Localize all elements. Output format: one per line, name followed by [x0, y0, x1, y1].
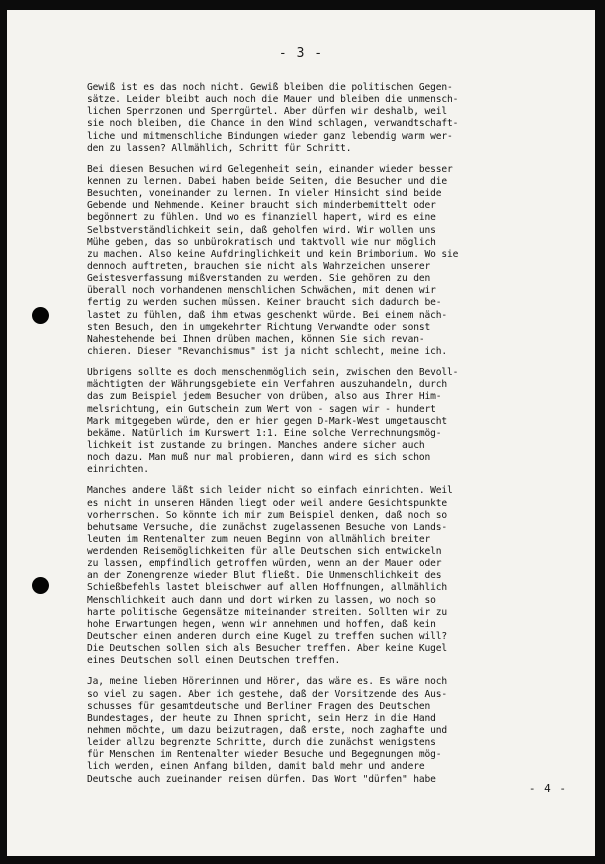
- text-line: leider allzu begrenzte Schritte, durch die zunächst wenigstens: [87, 737, 436, 749]
- text-line: behutsame Versuche, die zunächst zugelassenen Besuche von Lands-: [87, 521, 448, 533]
- text-line: überall noch vorhandenen menschlichen Schwächen, mit denen wir: [87, 285, 436, 297]
- text-line: an der Zonengrenze wieder Blut fließt. Die Unmenschlichkeit des: [87, 570, 442, 582]
- text-line: lastet zu fühlen, daß ihm etwas geschenkt würde. Bei einem näch-: [87, 309, 448, 321]
- text-line: leuten im Rentenalter zum neuen Beginn von allmählich breiter: [87, 533, 431, 545]
- punch-hole-upper: [32, 307, 49, 324]
- paragraph: [87, 164, 575, 358]
- text-line: einrichten.: [87, 464, 149, 476]
- text-line: liche und mitmenschliche Bindungen wieder ganz lebendig warm wer-: [87, 130, 453, 142]
- text-line: Bundestages, der heute zu Ihnen spricht, sein Herz in die Hand: [87, 712, 436, 724]
- text-line: Ja, meine lieben Hörerinnen und Hörer, das wäre es. Es wäre noch: [87, 676, 448, 688]
- text-line: Geistesverfassung mißverstanden zu werden. Sie gehören zu den: [87, 273, 431, 285]
- text-line: sätze. Leider bleibt auch noch die Mauer und bleiben die unmensch-: [87, 94, 459, 106]
- text-line: den zu lassen? Allmählich, Schritt für Schritt.: [87, 142, 352, 154]
- text-line: chieren. Dieser "Revanchismus" ist ja nicht schlecht, meine ich.: [87, 345, 448, 357]
- text-line: Nahestehende bei Ihnen drüben machen, können Sie sich revan-: [87, 333, 425, 345]
- text-line: fertig zu werden suchen müssen. Keiner braucht sich dadurch be-: [87, 297, 442, 309]
- text-line: zu lassen, empfindlich getroffen würden, wenn an der Mauer oder: [87, 558, 442, 570]
- text-line: sie noch bleiben, die Chance in den Wind schlagen, verwandtschaft-: [87, 118, 459, 130]
- text-line: werdenden Reisemöglichkeiten für alle Deutschen sich entwickeln: [87, 546, 442, 558]
- text-line: so viel zu sagen. Aber ich gestehe, daß der Vorsitzende des Aus-: [87, 688, 448, 700]
- text-line: Gewiß ist es das noch nicht. Gewiß bleiben die politischen Gegen-: [87, 82, 453, 93]
- text-line: harte politische Gegensätze miteinander streiten. Sollten wir zu: [87, 606, 448, 618]
- text-line: Die Deutschen sollen sich als Besucher treffen. Aber keine Kugel: [87, 643, 448, 655]
- text-line: begönnert zu fühlen. Und wo es finanziell hapert, wird es eine: [87, 212, 436, 224]
- text-line: hohe Erwartungen hegen, wenn wir annehmen und hoffen, daß kein: [87, 618, 436, 630]
- text-line: schusses für gesamtdeutsche und Berliner Fragen des Deutschen: [87, 700, 431, 712]
- text-line: lichen Sperrzonen und Sperrgürtel. Aber dürfen wir deshalb, weil: [87, 106, 448, 118]
- text-line: Bei diesen Besuchen wird Gelegenheit sein, einander wieder besser: [87, 163, 453, 175]
- document-body: [87, 82, 575, 795]
- punch-hole-lower: [32, 577, 49, 594]
- text-line: nehmen möchte, um dazu beizutragen, daß erste, noch zaghafte und: [87, 725, 448, 737]
- text-line: Übrigens sollte es doch menschenmöglich sein, zwischen den Bevoll-: [87, 367, 459, 379]
- text-line: für Menschen im Rentenalter wieder Besuche und Begegnungen mög-: [87, 749, 442, 761]
- document-page: [7, 10, 595, 856]
- paragraph: [87, 676, 575, 785]
- paragraph: [87, 367, 575, 476]
- paragraph: [87, 485, 575, 667]
- text-line: vorherrschen. So könnte ich mir zum Beispiel denken, daß noch so: [87, 509, 448, 521]
- text-line: melsrichtung, ein Gutschein zum Wert von - sagen wir - hundert: [87, 403, 436, 415]
- text-line: kennen zu lernen. Dabei haben beide Seiten, die Besucher und die: [87, 175, 448, 187]
- text-line: das zum Beispiel jedem Besucher von drüben, also aus Ihrer Him-: [87, 391, 442, 403]
- text-line: es nicht in unseren Händen liegt oder weil andere Gesichtspunkte: [87, 497, 448, 509]
- text-line: bekäme. Natürlich im Kurswert 1:1. Eine solche Verrechnungsmög-: [87, 427, 442, 439]
- text-line: Deutsche auch zueinander reisen dürfen. Das Wort "dürfen" habe: [87, 773, 436, 785]
- text-line: Mark mitgegeben würde, den er hier gegen D-Mark-West umgetauscht: [87, 415, 448, 427]
- text-line: lichkeit ist zustande zu bringen. Manches andere sicher auch: [87, 439, 425, 451]
- text-line: Manches andere läßt sich leider nicht so einfach einrichten. Weil: [87, 485, 453, 497]
- text-line: Selbstverständlichkeit sein, daß geholfen wird. Wir wollen uns: [87, 224, 436, 236]
- text-line: Mühe geben, das so unbürokratisch und taktvoll wie nur möglich: [87, 236, 436, 248]
- text-line: Menschlichkeit auch dann und dort wirken zu lassen, wo noch so: [87, 594, 436, 606]
- page-number: - 3 -: [278, 46, 324, 61]
- text-line: eines Deutschen soll einen Deutschen treffen.: [87, 655, 341, 667]
- text-line: Gebende und Nehmende. Keiner braucht sich minderbemittelt oder: [87, 200, 436, 212]
- paragraph: [87, 82, 575, 155]
- text-line: mächtigten der Währungsgebiete ein Verfahren auszuhandeln, durch: [87, 379, 448, 391]
- text-line: Besuchten, voneinander zu lernen. In vieler Hinsicht sind beide: [87, 188, 442, 200]
- text-line: dennoch auftreten, brauchen sie nicht als Wahrzeichen unserer: [87, 260, 431, 272]
- text-line: lich werden, einen Anfang bilden, damit bald mehr und andere: [87, 761, 425, 773]
- text-line: sten Besuch, den in umgekehrter Richtung Verwandte oder sonst: [87, 321, 431, 333]
- text-line: Deutscher einen anderen durch eine Kugel zu treffen suchen will?: [87, 631, 448, 643]
- text-line: zu machen. Also keine Aufdringlichkeit und kein Brimborium. Wo sie: [87, 248, 459, 260]
- text-line: noch dazu. Man muß nur mal probieren, dann wird es sich schon: [87, 452, 431, 464]
- continuation-marker: - 4 -: [528, 782, 567, 795]
- text-line: Schießbefehls lastet bleischwer auf allen Hoffnungen, allmählich: [87, 582, 448, 594]
